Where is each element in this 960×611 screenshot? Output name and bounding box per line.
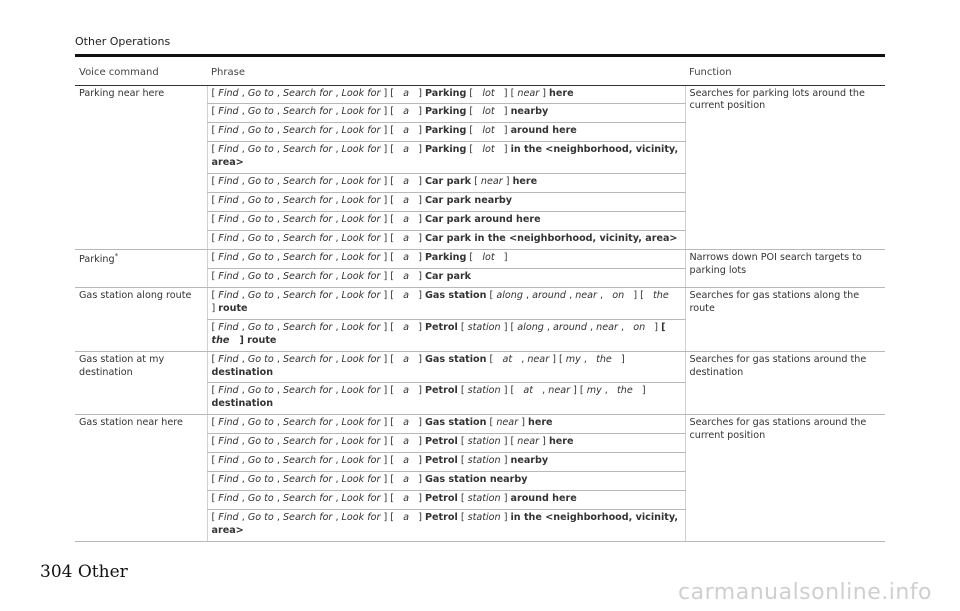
function-cell: Searches for gas stations around the current position [685,415,885,542]
table-row [75,249,885,268]
section-title: Other Operations [75,35,171,48]
phrase-cell: [ Find , Go to , Search for , Look for ] [ a ] Car park in the <neighborhood, vicinity, area> [207,231,685,250]
function-cell: Narrows down POI search targets to parking lots [685,249,885,287]
table-row [75,415,885,434]
page-number: 304 Other [40,562,128,582]
table-row [75,85,885,104]
phrase-cell: [ Find , Go to , Search for , Look for ] [ a ] Car park [207,268,685,287]
function-cell: Searches for gas stations around the destination [685,351,885,415]
phrase-cell: [ Find , Go to , Search for , Look for ] [ a ] Gas station nearby [207,472,685,491]
column-header-function: Function [685,62,885,85]
phrase-cell: [ Find , Go to , Search for , Look for ] [ a ] Parking [ lot ] in the <neighborhood, vicinity, area> [207,142,685,174]
voice-command-table [75,62,885,542]
phrase-cell: [ Find , Go to , Search for , Look for ] [ a ] Gas station [ at , near ] [ my , the ] destination [207,351,685,383]
phrase-cell: [ Find , Go to , Search for , Look for ] [ a ] Car park around here [207,212,685,231]
phrase-cell: [ Find , Go to , Search for , Look for ] [ a ] Gas station [ along , around , near , on ] [ the ] route [207,287,685,319]
phrase-cell: [ Find , Go to , Search for , Look for ] [ a ] Petrol [ station ] nearby [207,453,685,472]
function-cell: Searches for parking lots around the current position [685,85,885,249]
header-rule [75,54,885,57]
table-row [75,351,885,383]
column-header-phrase: Phrase [207,62,685,85]
phrase-cell: [ Find , Go to , Search for , Look for ] [ a ] Car park [ near ] here [207,174,685,193]
table-row [75,287,885,319]
voice-command-cell: Parking near here [75,85,207,249]
voice-command-cell: Parking* [75,249,207,287]
watermark: carmanualsonline.info [678,580,932,605]
column-header-voice-command: Voice command [75,62,207,85]
phrase-cell: [ Find , Go to , Search for , Look for ] [ a ] Petrol [ station ] [ near ] here [207,434,685,453]
phrase-cell: [ Find , Go to , Search for , Look for ] [ a ] Parking [ lot ] nearby [207,104,685,123]
voice-command-cell: Gas station along route [75,287,207,351]
table-header-row [75,62,885,85]
phrase-cell: [ Find , Go to , Search for , Look for ] [ a ] Parking [ lot ] [ near ] here [207,85,685,104]
phrase-cell: [ Find , Go to , Search for , Look for ] [ a ] Parking [ lot ] [207,249,685,268]
voice-command-cell: Gas station near here [75,415,207,542]
phrase-cell: [ Find , Go to , Search for , Look for ] [ a ] Parking [ lot ] around here [207,123,685,142]
phrase-cell: [ Find , Go to , Search for , Look for ] [ a ] Petrol [ station ] around here [207,491,685,510]
phrase-cell: [ Find , Go to , Search for , Look for ] [ a ] Car park nearby [207,193,685,212]
phrase-cell: [ Find , Go to , Search for , Look for ] [ a ] Petrol [ station ] in the <neighborhood, vicinity, area> [207,510,685,542]
phrase-cell: [ Find , Go to , Search for , Look for ] [ a ] Petrol [ station ] [ along , around , near , on ] [ the ] route [207,319,685,351]
phrase-cell: [ Find , Go to , Search for , Look for ] [ a ] Gas station [ near ] here [207,415,685,434]
voice-command-cell: Gas station at my destination [75,351,207,415]
phrase-cell: [ Find , Go to , Search for , Look for ] [ a ] Petrol [ station ] [ at , near ] [ my , the ] destination [207,383,685,415]
table-body [75,85,885,541]
function-cell: Searches for gas stations along the route [685,287,885,351]
